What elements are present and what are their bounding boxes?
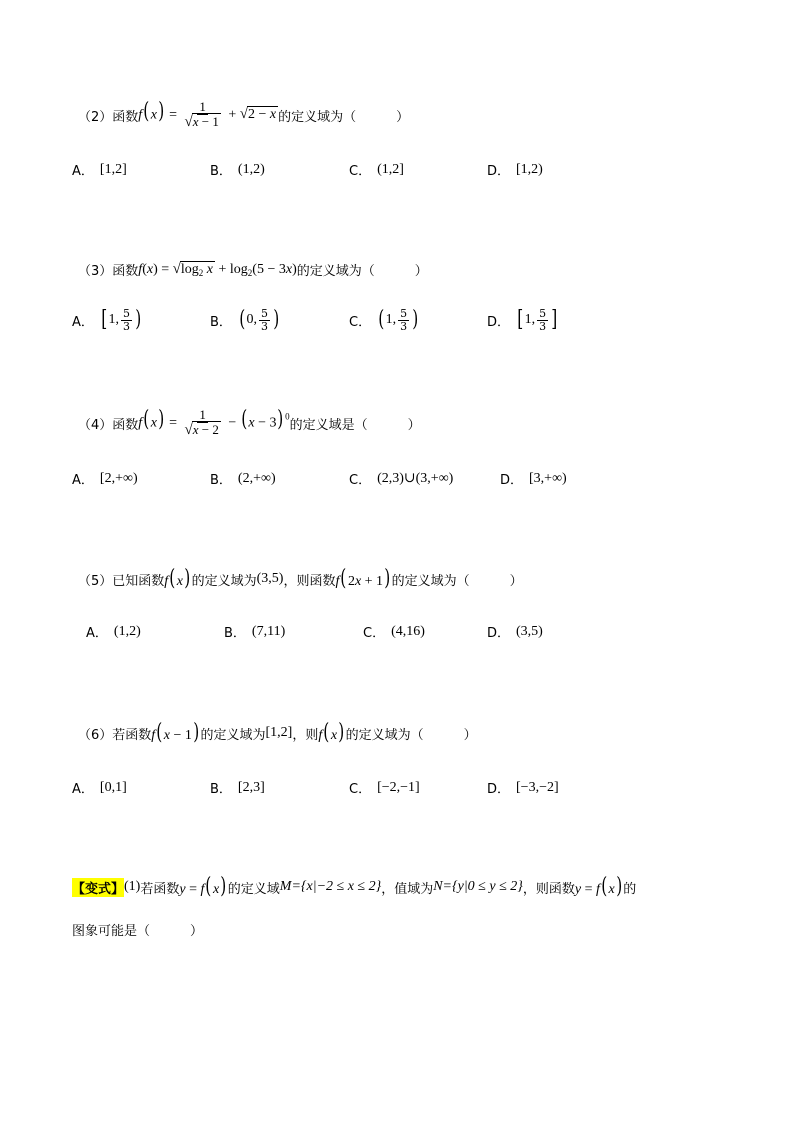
set-m: M={x|−2 ≤ x ≤ 2} bbox=[279, 879, 382, 894]
option-value: (2,3)∪(3,+∞) bbox=[377, 471, 454, 486]
set-n: N={y|0 ≤ y ≤ 2} bbox=[433, 879, 523, 894]
question-3-prefix: 函数 bbox=[112, 264, 139, 279]
question-2-formula: f(x) = $\frac{1}{√x - 1}$ + √2 − x bbox=[138, 99, 277, 130]
question-5-option-d[interactable]: D． (3,5) bbox=[487, 623, 543, 641]
option-value: (2,+∞) bbox=[237, 470, 276, 486]
variant-number: (1) bbox=[124, 879, 141, 894]
question-3-suffix: 的定义域为（ bbox=[296, 264, 375, 279]
question-4-formula: f(x) = $\frac{1}{√x - 2}$ − $(x - 3)^0$ bbox=[138, 407, 290, 438]
question-6-option-c[interactable]: C． [−2,−1] bbox=[349, 779, 420, 797]
variant-question-line2: 图象可能是（ ） bbox=[72, 924, 204, 939]
question-4-stem bbox=[78, 408, 421, 438]
option-value: (3,5) bbox=[516, 623, 543, 639]
question-2-option-b[interactable]: B． (1,2) bbox=[210, 161, 265, 179]
option-value: [2,+∞) bbox=[99, 470, 138, 486]
question-4-option-a[interactable]: A． [2,+∞) bbox=[72, 470, 138, 488]
question-5-domain: (3,5) bbox=[256, 571, 284, 586]
question-4-label: （4） bbox=[78, 417, 113, 433]
question-4-option-b[interactable]: B． (2,+∞) bbox=[210, 470, 276, 488]
option-value: [2,3] bbox=[237, 779, 265, 795]
question-3-close: ） bbox=[414, 264, 428, 279]
question-6-option-b[interactable]: B． [2,3] bbox=[210, 779, 265, 797]
question-2-close: ） bbox=[396, 109, 410, 125]
question-6-option-a[interactable]: A． [0,1] bbox=[72, 779, 127, 797]
question-6-option-d[interactable]: D． [−3,−2] bbox=[487, 779, 559, 797]
option-value: [1,2) bbox=[516, 161, 543, 177]
option-value: [3,+∞) bbox=[529, 470, 567, 486]
question-5-label: （5） bbox=[78, 573, 113, 589]
question-6-label: （6） bbox=[78, 727, 113, 743]
question-2-option-c[interactable]: C． (1,2] bbox=[349, 161, 404, 179]
question-4-option-d[interactable]: D． [3,+∞) bbox=[500, 470, 567, 488]
question-4-option-c[interactable]: C． (2,3)∪(3,+∞) bbox=[349, 471, 454, 488]
question-3-stem bbox=[78, 260, 428, 279]
question-2-label: （2） bbox=[78, 109, 113, 125]
question-3-label: （3） bbox=[78, 264, 113, 279]
question-2-option-d[interactable]: D． [1,2) bbox=[487, 161, 543, 179]
question-5-option-b[interactable]: B． (7,11) bbox=[224, 623, 286, 641]
question-3-formula: $f(x) = √\log_2$ $x + \log_2(5 - 3x)$ bbox=[138, 261, 297, 278]
question-4-suffix: 的定义域是（ bbox=[289, 417, 368, 433]
question-3-option-d[interactable]: D． [ 1, $\frac{5}{3}$ ] bbox=[487, 307, 558, 333]
question-5-option-a[interactable]: A． (1,2) bbox=[86, 623, 141, 641]
variant-tag: 【变式】 bbox=[72, 878, 124, 897]
question-4-prefix: 函数 bbox=[112, 417, 139, 433]
option-value: [1,2] bbox=[99, 161, 127, 177]
question-6-stem: （6） 若函数 f(x − 1) 的定义域为 [1,2] ，则 f(x) 的定义域为（ ） bbox=[78, 720, 477, 745]
option-value: [0,1] bbox=[99, 779, 127, 795]
question-4-close: ） bbox=[407, 417, 421, 433]
question-3-option-c[interactable]: C． ( 1, $\frac{5}{3}$ ) bbox=[349, 307, 419, 333]
variant-question-stem: 【变式】 (1) 若函数 y = f(x) 的定义域 M={x|−2 ≤ x ≤ 2} ，值域为 N={y|0 ≤ y ≤ 2} ，则函数 y = f(x) 的 bbox=[72, 874, 637, 899]
question-2-suffix: 的定义域为（ bbox=[278, 109, 357, 125]
question-6-domain: [1,2] bbox=[265, 725, 293, 740]
option-value: (1,2) bbox=[113, 623, 141, 639]
question-3-option-a[interactable]: A． [ 1, $\frac{5}{3}$ ) bbox=[72, 307, 142, 333]
question-2-prefix: 函数 bbox=[112, 109, 139, 125]
option-value: [−2,−1] bbox=[377, 779, 420, 795]
option-value: (1,2] bbox=[377, 161, 404, 177]
option-value: [−3,−2] bbox=[516, 779, 559, 795]
question-2-stem bbox=[78, 100, 409, 130]
question-5-option-c[interactable]: C． (4,16) bbox=[363, 623, 425, 641]
question-3-option-b[interactable]: B． ( 0, $\frac{5}{3}$ ) bbox=[210, 307, 280, 333]
question-2-option-a[interactable]: A． [1,2] bbox=[72, 161, 127, 179]
option-value: (1,2) bbox=[237, 161, 265, 177]
option-value: (7,11) bbox=[251, 623, 286, 639]
question-5-stem: （5） 已知函数 f(x) 的定义域为 (3,5) ，则函数 f(2x + 1) 的定义域为（ ） bbox=[78, 566, 523, 591]
option-value: (4,16) bbox=[391, 623, 425, 639]
